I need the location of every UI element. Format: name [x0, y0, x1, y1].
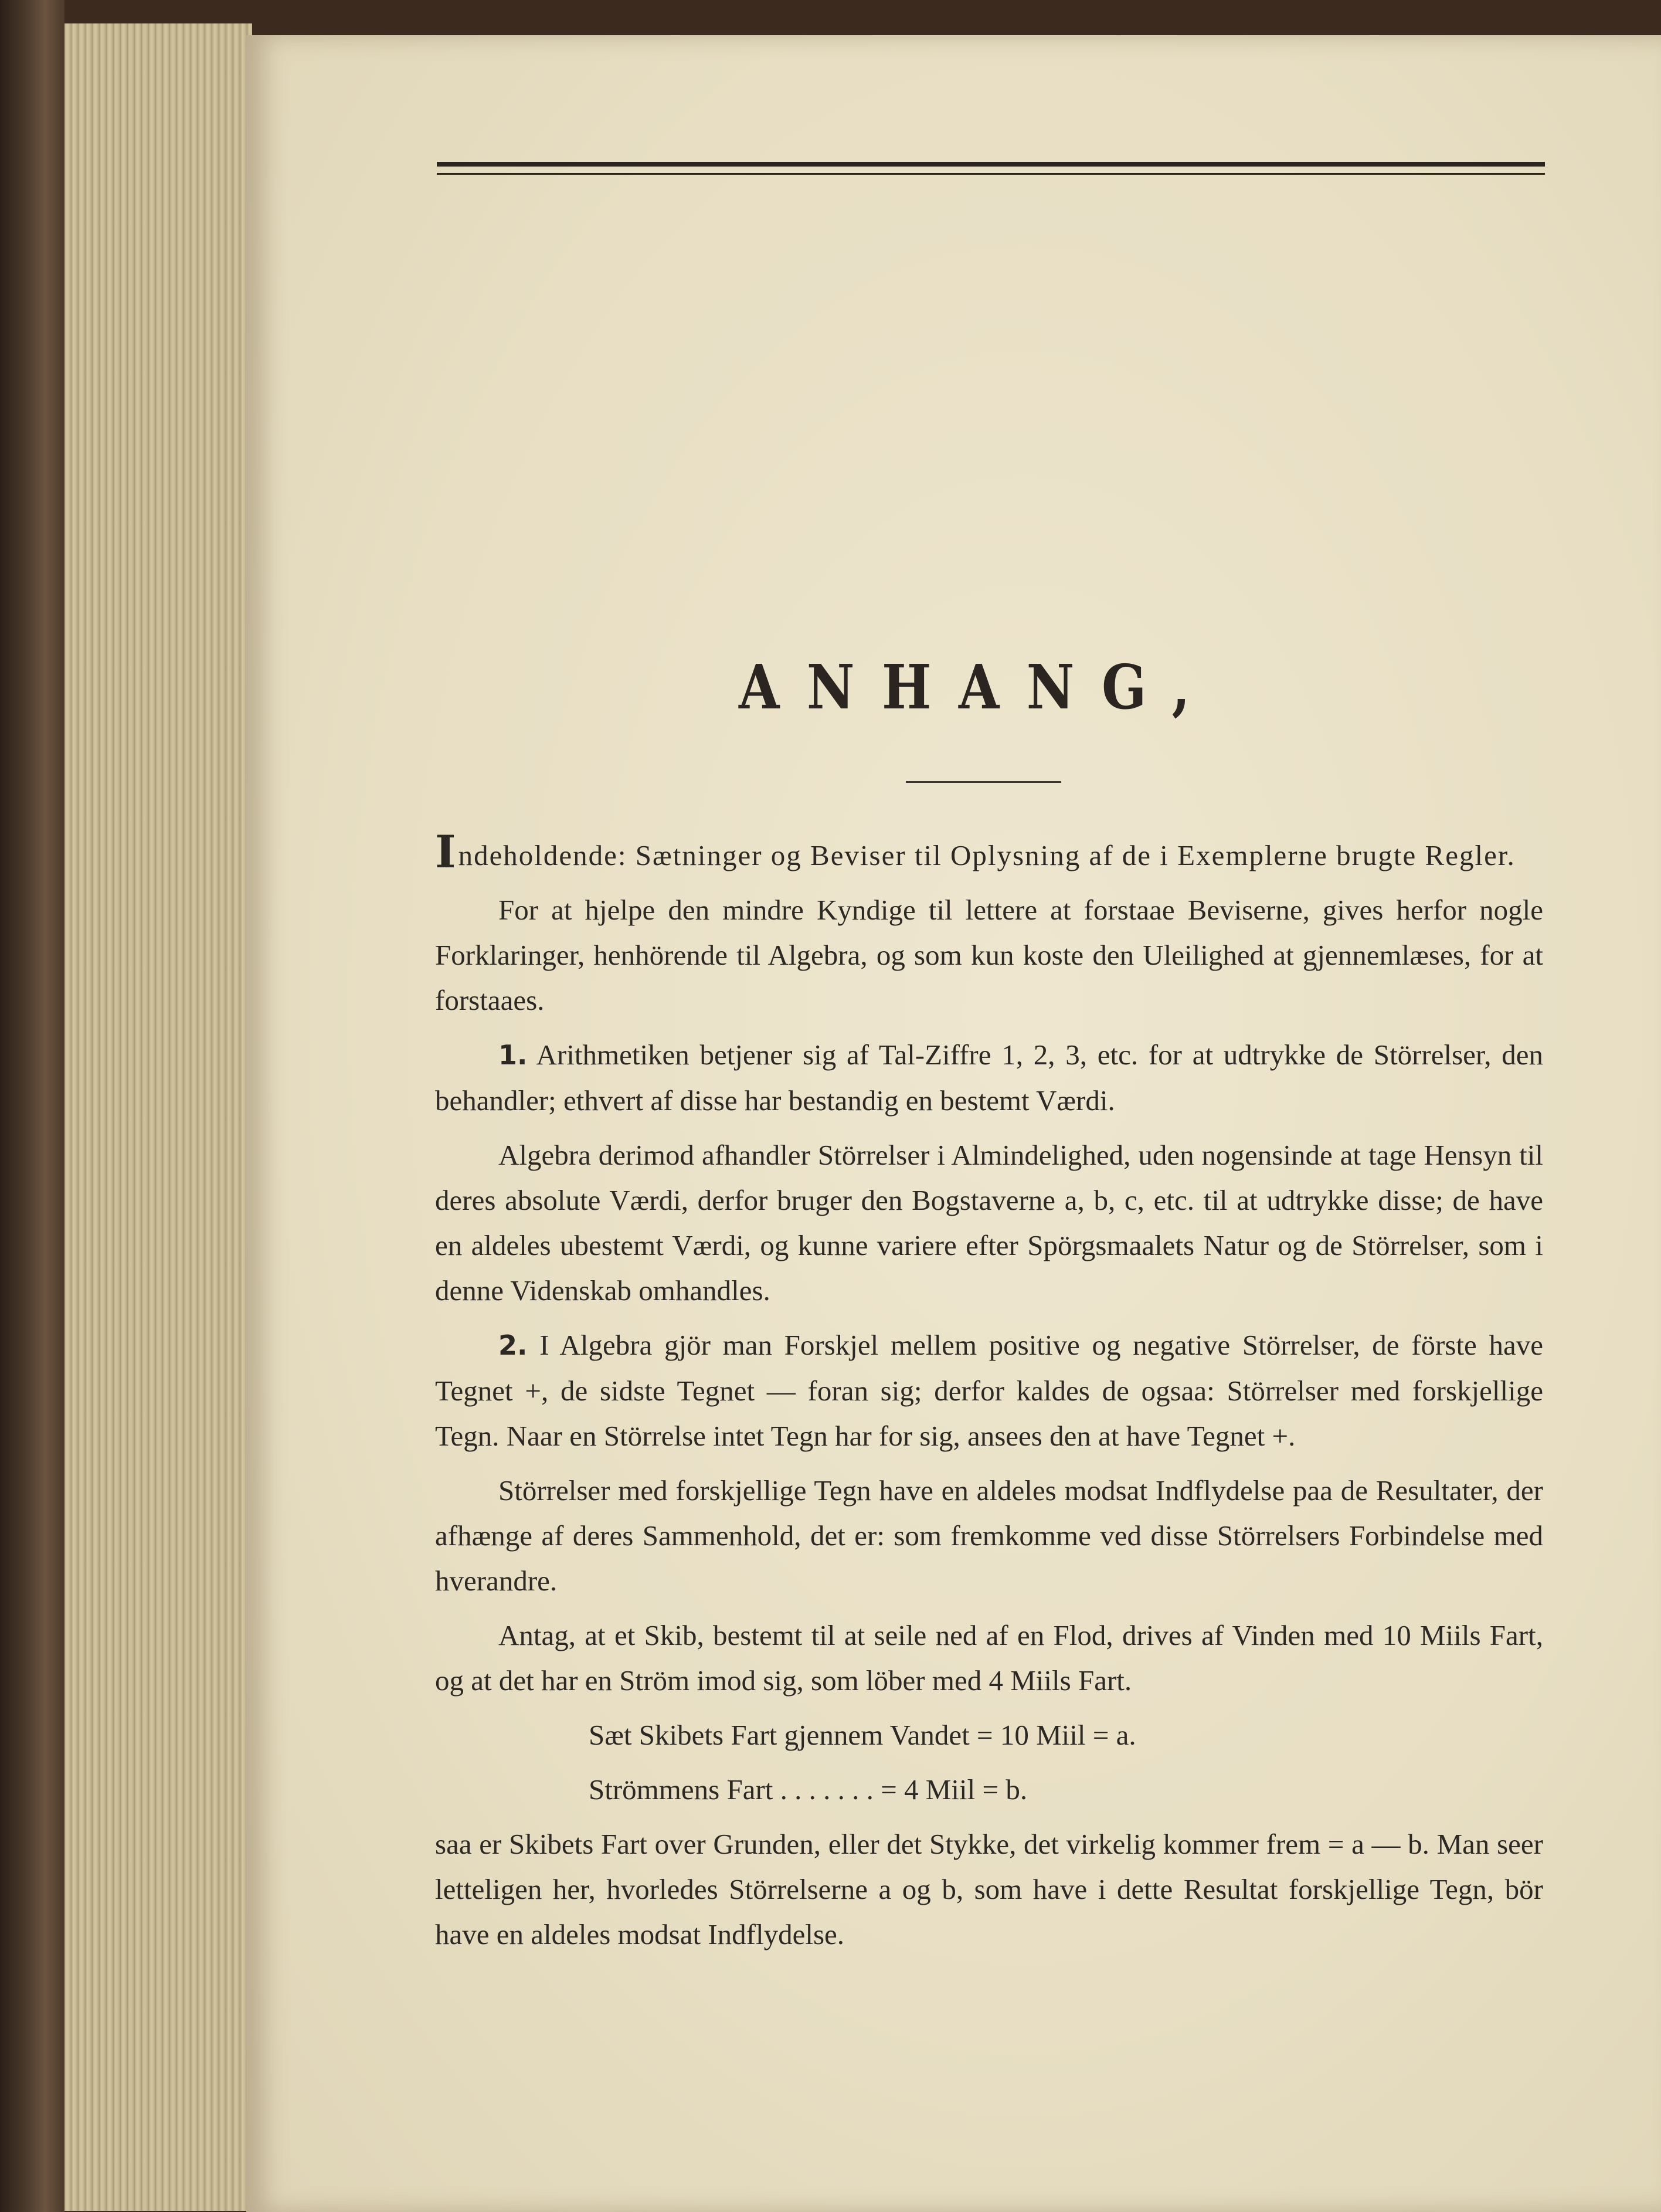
paragraph-algebra: Algebra derimod afhandler Störrelser i Almindelighed, uden nogensinde at tage Hensyn til deres absolute Værdi, derfor bruger den Bogstaverne a, b, c, etc. til at udtrykke disse; de have en aldeles ubestemt Værdi, og kunne variere efter Spörgsmaalets Natur og de Störrelser, som i denne Videnskab omhandles.	[435, 1139, 1543, 1307]
paragraph-explanation: For at hjelpe den mindre Kyndige til lettere at forstaae Beviserne, gives herfor nogle Forklaringer, henhörende til Algebra, og som kun koste den Uleilighed at gjennemlæses, for at forstaaes.	[435, 894, 1543, 1016]
paragraph-section-1-text: Arithmetiken betjener sig af Tal-Ziffre 1, 2, 3, etc. for at udtrykke de Störrelser, den behandler; ethvert af disse har bestandig en bestemt Værdi.	[435, 1039, 1544, 1117]
book-cover-edge	[0, 0, 64, 2212]
header-double-rule	[437, 162, 1545, 175]
paragraph-intro-text: ndeholdende: Sætninger og Beviser til Oplysning af de i Exemplerne brugte Regler.	[458, 839, 1516, 871]
paragraph-ship: Antag, at et Skib, bestemt til at seile ned af en Flod, drives af Vinden med 10 Miils Fart, og at det har en Ström imod sig, som löber med 4 Miils Fart.	[435, 1619, 1543, 1697]
chapter-title: ANHANG,	[739, 651, 1218, 723]
paragraph-section-2	[435, 1322, 1543, 1458]
paragraph-result: saa er Skibets Fart over Grunden, eller det Stykke, det virkelig kommer frem = a — b. Man seer letteligen her, hvorledes Störrelserne a og b, som have i dette Resultat forskjellige Tegn, bör have en aldeles modsat Indflydelse.	[435, 1828, 1543, 1950]
paragraph-signs: Störrelser med forskjellige Tegn have en aldeles modsat Indflydelse paa de Resultater, der afhænge af deres Sammenhold, det er: som fremkomme ved disse Störrelsers Forbindelse med hverandre.	[435, 1474, 1543, 1597]
paragraph-section-1	[435, 1032, 1543, 1123]
paragraph-section-2-text: I Algebra gjör man Forskjel mellem positive og negative Störrelser, de förste have Tegnet +, de sidste Tegnet — foran sig; derfor kaldes de ogsaa: Störrelser med forskjellige Tegn. Naar en Störrelse intet Tegn har for sig, ansees den at have Tegnet +.	[435, 1329, 1543, 1452]
drop-cap: I	[435, 826, 456, 878]
equation-ship-speed: Sæt Skibets Fart gjennem Vandet = 10 Miil = a.	[589, 1719, 1136, 1751]
page-stack-edge	[64, 23, 252, 2211]
paragraph-intro	[435, 826, 1543, 878]
section-number-1: 1.	[498, 1039, 528, 1071]
equation-current-speed: Strömmens Fart . . . . . . . = 4 Miil = b.	[589, 1773, 1028, 1806]
title-underline	[906, 781, 1061, 783]
section-number-2: 2.	[498, 1329, 528, 1361]
body-text	[435, 826, 1544, 1966]
